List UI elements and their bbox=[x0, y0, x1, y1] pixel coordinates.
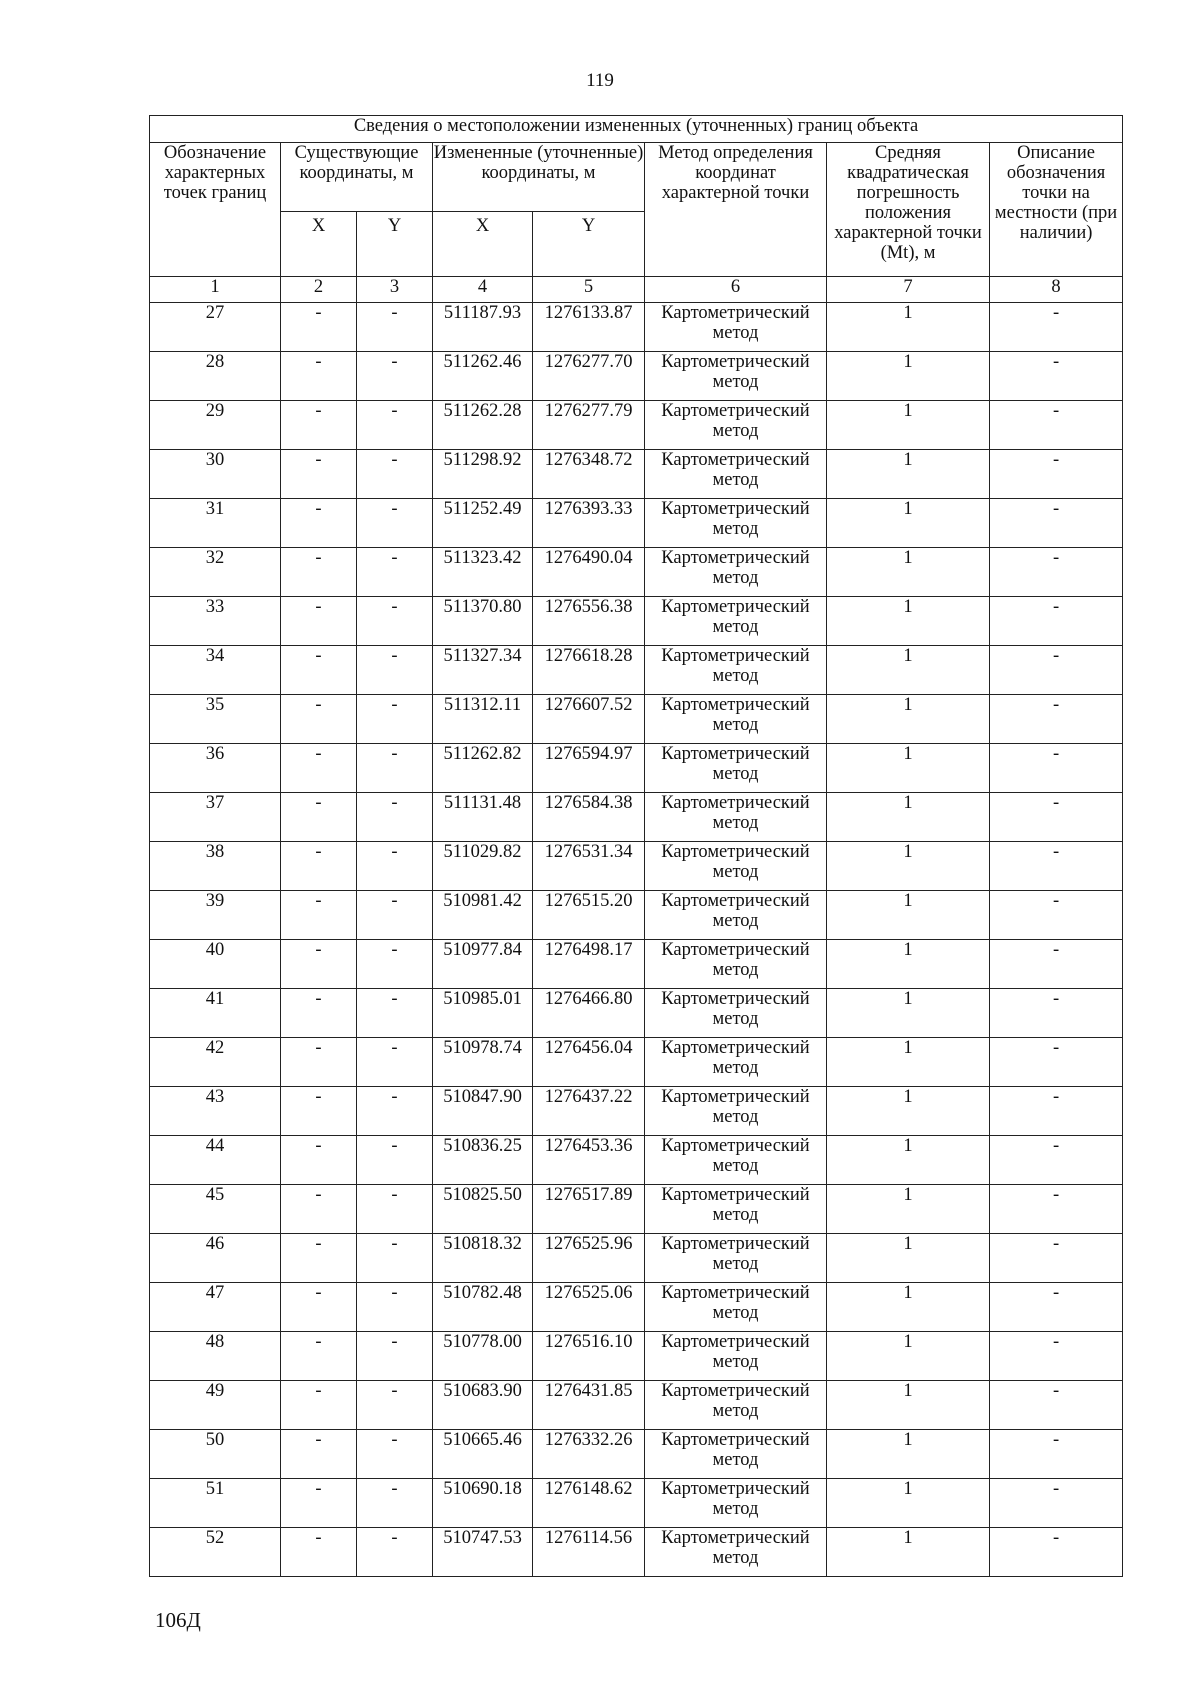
table-row bbox=[150, 401, 1123, 450]
changed-y-cell: 1276393.33 bbox=[533, 499, 645, 548]
description-cell: - bbox=[990, 1332, 1123, 1381]
description-cell: - bbox=[990, 352, 1123, 401]
changed-y-cell: 1276277.70 bbox=[533, 352, 645, 401]
accuracy-cell: 1 bbox=[827, 646, 990, 695]
existing-y-cell: - bbox=[357, 303, 433, 352]
method-cell: Картометрический метод bbox=[645, 891, 827, 940]
existing-y-cell: - bbox=[357, 499, 433, 548]
changed-y-cell: 1276456.04 bbox=[533, 1038, 645, 1087]
header-changed-y: Y bbox=[533, 212, 645, 277]
existing-y-cell: - bbox=[357, 695, 433, 744]
accuracy-cell: 1 bbox=[827, 940, 990, 989]
point-id-cell: 39 bbox=[150, 891, 281, 940]
existing-y-cell: - bbox=[357, 1381, 433, 1430]
method-cell: Картометрический метод bbox=[645, 1430, 827, 1479]
method-cell: Картометрический метод bbox=[645, 793, 827, 842]
accuracy-cell: 1 bbox=[827, 891, 990, 940]
table-row bbox=[150, 842, 1123, 891]
existing-y-cell: - bbox=[357, 744, 433, 793]
changed-y-cell: 1276607.52 bbox=[533, 695, 645, 744]
header-existing-y: Y bbox=[357, 212, 433, 277]
method-cell: Картометрический метод bbox=[645, 1332, 827, 1381]
table-row bbox=[150, 548, 1123, 597]
method-cell: Картометрический метод bbox=[645, 695, 827, 744]
changed-y-cell: 1276516.10 bbox=[533, 1332, 645, 1381]
header-designation: Обозначение характерных точек границ bbox=[150, 143, 281, 277]
existing-x-cell: - bbox=[281, 842, 357, 891]
point-id-cell: 32 bbox=[150, 548, 281, 597]
header-changed-x: X bbox=[433, 212, 533, 277]
method-cell: Картометрический метод bbox=[645, 989, 827, 1038]
existing-x-cell: - bbox=[281, 793, 357, 842]
existing-x-cell: - bbox=[281, 695, 357, 744]
point-id-cell: 45 bbox=[150, 1185, 281, 1234]
existing-x-cell: - bbox=[281, 940, 357, 989]
accuracy-cell: 1 bbox=[827, 1479, 990, 1528]
changed-x-cell: 510847.90 bbox=[433, 1087, 533, 1136]
changed-y-cell: 1276517.89 bbox=[533, 1185, 645, 1234]
changed-x-cell: 510985.01 bbox=[433, 989, 533, 1038]
changed-y-cell: 1276332.26 bbox=[533, 1430, 645, 1479]
changed-y-cell: 1276277.79 bbox=[533, 401, 645, 450]
header-existing-coords: Существующие координаты, м bbox=[281, 143, 433, 212]
accuracy-cell: 1 bbox=[827, 989, 990, 1038]
method-cell: Картометрический метод bbox=[645, 940, 827, 989]
column-number: 6 bbox=[645, 277, 827, 303]
accuracy-cell: 1 bbox=[827, 842, 990, 891]
table-row bbox=[150, 1038, 1123, 1087]
changed-x-cell: 511262.46 bbox=[433, 352, 533, 401]
column-number: 4 bbox=[433, 277, 533, 303]
table-row bbox=[150, 1087, 1123, 1136]
description-cell: - bbox=[990, 744, 1123, 793]
changed-y-cell: 1276437.22 bbox=[533, 1087, 645, 1136]
changed-x-cell: 510690.18 bbox=[433, 1479, 533, 1528]
point-id-cell: 28 bbox=[150, 352, 281, 401]
changed-x-cell: 510978.74 bbox=[433, 1038, 533, 1087]
point-id-cell: 37 bbox=[150, 793, 281, 842]
changed-y-cell: 1276148.62 bbox=[533, 1479, 645, 1528]
changed-y-cell: 1276515.20 bbox=[533, 891, 645, 940]
changed-y-cell: 1276594.97 bbox=[533, 744, 645, 793]
description-cell: - bbox=[990, 1087, 1123, 1136]
existing-y-cell: - bbox=[357, 891, 433, 940]
table-row bbox=[150, 989, 1123, 1038]
changed-x-cell: 511298.92 bbox=[433, 450, 533, 499]
table-row bbox=[150, 1136, 1123, 1185]
changed-y-cell: 1276556.38 bbox=[533, 597, 645, 646]
point-id-cell: 29 bbox=[150, 401, 281, 450]
table-row bbox=[150, 891, 1123, 940]
table-row bbox=[150, 1381, 1123, 1430]
table-row bbox=[150, 1234, 1123, 1283]
accuracy-cell: 1 bbox=[827, 401, 990, 450]
point-id-cell: 49 bbox=[150, 1381, 281, 1430]
column-number: 7 bbox=[827, 277, 990, 303]
point-id-cell: 36 bbox=[150, 744, 281, 793]
point-id-cell: 43 bbox=[150, 1087, 281, 1136]
table-row bbox=[150, 1528, 1123, 1577]
point-id-cell: 40 bbox=[150, 940, 281, 989]
method-cell: Картометрический метод bbox=[645, 548, 827, 597]
accuracy-cell: 1 bbox=[827, 1528, 990, 1577]
existing-y-cell: - bbox=[357, 1528, 433, 1577]
accuracy-cell: 1 bbox=[827, 695, 990, 744]
description-cell: - bbox=[990, 1038, 1123, 1087]
header-accuracy: Средняя квадратическая погрешность положения характерной точки (Mt), м bbox=[827, 143, 990, 277]
method-cell: Картометрический метод bbox=[645, 1185, 827, 1234]
method-cell: Картометрический метод bbox=[645, 401, 827, 450]
description-cell: - bbox=[990, 1234, 1123, 1283]
existing-x-cell: - bbox=[281, 744, 357, 793]
existing-y-cell: - bbox=[357, 1185, 433, 1234]
header-description: Описание обозначения точки на местности (при наличии) bbox=[990, 143, 1123, 277]
description-cell: - bbox=[990, 1136, 1123, 1185]
accuracy-cell: 1 bbox=[827, 1332, 990, 1381]
point-id-cell: 42 bbox=[150, 1038, 281, 1087]
existing-y-cell: - bbox=[357, 1038, 433, 1087]
description-cell: - bbox=[990, 1528, 1123, 1577]
changed-y-cell: 1276466.80 bbox=[533, 989, 645, 1038]
existing-y-cell: - bbox=[357, 1479, 433, 1528]
table-row bbox=[150, 1283, 1123, 1332]
accuracy-cell: 1 bbox=[827, 1087, 990, 1136]
changed-y-cell: 1276618.28 bbox=[533, 646, 645, 695]
footer-mark: 106Д bbox=[155, 1608, 201, 1632]
description-cell: - bbox=[990, 1479, 1123, 1528]
method-cell: Картометрический метод bbox=[645, 646, 827, 695]
column-number: 3 bbox=[357, 277, 433, 303]
table-row bbox=[150, 744, 1123, 793]
changed-x-cell: 511327.34 bbox=[433, 646, 533, 695]
column-number: 5 bbox=[533, 277, 645, 303]
description-cell: - bbox=[990, 793, 1123, 842]
table-row bbox=[150, 1479, 1123, 1528]
changed-x-cell: 511312.11 bbox=[433, 695, 533, 744]
accuracy-cell: 1 bbox=[827, 548, 990, 597]
existing-x-cell: - bbox=[281, 1185, 357, 1234]
column-number: 2 bbox=[281, 277, 357, 303]
table-row bbox=[150, 695, 1123, 744]
existing-y-cell: - bbox=[357, 793, 433, 842]
existing-y-cell: - bbox=[357, 1283, 433, 1332]
existing-y-cell: - bbox=[357, 1332, 433, 1381]
description-cell: - bbox=[990, 695, 1123, 744]
point-id-cell: 47 bbox=[150, 1283, 281, 1332]
description-cell: - bbox=[990, 303, 1123, 352]
column-number-row bbox=[150, 277, 1123, 303]
changed-y-cell: 1276525.06 bbox=[533, 1283, 645, 1332]
changed-y-cell: 1276431.85 bbox=[533, 1381, 645, 1430]
method-cell: Картометрический метод bbox=[645, 1038, 827, 1087]
method-cell: Картометрический метод bbox=[645, 597, 827, 646]
point-id-cell: 33 bbox=[150, 597, 281, 646]
point-id-cell: 35 bbox=[150, 695, 281, 744]
table-caption: Сведения о местоположении измененных (уточненных) границ объекта bbox=[150, 116, 1123, 143]
point-id-cell: 41 bbox=[150, 989, 281, 1038]
existing-x-cell: - bbox=[281, 646, 357, 695]
existing-x-cell: - bbox=[281, 891, 357, 940]
method-cell: Картометрический метод bbox=[645, 499, 827, 548]
changed-x-cell: 511370.80 bbox=[433, 597, 533, 646]
description-cell: - bbox=[990, 548, 1123, 597]
existing-x-cell: - bbox=[281, 1136, 357, 1185]
existing-x-cell: - bbox=[281, 1479, 357, 1528]
accuracy-cell: 1 bbox=[827, 499, 990, 548]
existing-y-cell: - bbox=[357, 450, 433, 499]
existing-y-cell: - bbox=[357, 352, 433, 401]
description-cell: - bbox=[990, 1185, 1123, 1234]
existing-x-cell: - bbox=[281, 1528, 357, 1577]
changed-y-cell: 1276348.72 bbox=[533, 450, 645, 499]
accuracy-cell: 1 bbox=[827, 793, 990, 842]
method-cell: Картометрический метод bbox=[645, 842, 827, 891]
existing-y-cell: - bbox=[357, 646, 433, 695]
accuracy-cell: 1 bbox=[827, 597, 990, 646]
accuracy-cell: 1 bbox=[827, 1136, 990, 1185]
method-cell: Картометрический метод bbox=[645, 1087, 827, 1136]
table-row bbox=[150, 352, 1123, 401]
accuracy-cell: 1 bbox=[827, 1430, 990, 1479]
accuracy-cell: 1 bbox=[827, 303, 990, 352]
method-cell: Картометрический метод bbox=[645, 450, 827, 499]
changed-y-cell: 1276525.96 bbox=[533, 1234, 645, 1283]
description-cell: - bbox=[990, 940, 1123, 989]
point-id-cell: 51 bbox=[150, 1479, 281, 1528]
changed-x-cell: 511323.42 bbox=[433, 548, 533, 597]
description-cell: - bbox=[990, 989, 1123, 1038]
changed-x-cell: 510683.90 bbox=[433, 1381, 533, 1430]
changed-y-cell: 1276114.56 bbox=[533, 1528, 645, 1577]
changed-x-cell: 510977.84 bbox=[433, 940, 533, 989]
description-cell: - bbox=[990, 499, 1123, 548]
existing-x-cell: - bbox=[281, 1087, 357, 1136]
point-id-cell: 30 bbox=[150, 450, 281, 499]
column-number: 8 bbox=[990, 277, 1123, 303]
description-cell: - bbox=[990, 646, 1123, 695]
existing-x-cell: - bbox=[281, 450, 357, 499]
changed-x-cell: 510747.53 bbox=[433, 1528, 533, 1577]
existing-y-cell: - bbox=[357, 1430, 433, 1479]
changed-x-cell: 511029.82 bbox=[433, 842, 533, 891]
description-cell: - bbox=[990, 891, 1123, 940]
changed-y-cell: 1276584.38 bbox=[533, 793, 645, 842]
accuracy-cell: 1 bbox=[827, 352, 990, 401]
existing-x-cell: - bbox=[281, 499, 357, 548]
description-cell: - bbox=[990, 401, 1123, 450]
changed-y-cell: 1276490.04 bbox=[533, 548, 645, 597]
changed-x-cell: 510818.32 bbox=[433, 1234, 533, 1283]
accuracy-cell: 1 bbox=[827, 1381, 990, 1430]
method-cell: Картометрический метод bbox=[645, 1528, 827, 1577]
changed-x-cell: 511252.49 bbox=[433, 499, 533, 548]
table-row bbox=[150, 450, 1123, 499]
existing-y-cell: - bbox=[357, 940, 433, 989]
existing-x-cell: - bbox=[281, 597, 357, 646]
description-cell: - bbox=[990, 1381, 1123, 1430]
method-cell: Картометрический метод bbox=[645, 1234, 827, 1283]
method-cell: Картометрический метод bbox=[645, 1479, 827, 1528]
changed-x-cell: 511262.82 bbox=[433, 744, 533, 793]
accuracy-cell: 1 bbox=[827, 450, 990, 499]
coordinates-table bbox=[149, 115, 1123, 1577]
description-cell: - bbox=[990, 450, 1123, 499]
existing-x-cell: - bbox=[281, 352, 357, 401]
table-row bbox=[150, 303, 1123, 352]
changed-x-cell: 510981.42 bbox=[433, 891, 533, 940]
method-cell: Картометрический метод bbox=[645, 1381, 827, 1430]
accuracy-cell: 1 bbox=[827, 744, 990, 793]
method-cell: Картометрический метод bbox=[645, 352, 827, 401]
description-cell: - bbox=[990, 842, 1123, 891]
column-number: 1 bbox=[150, 277, 281, 303]
existing-x-cell: - bbox=[281, 1283, 357, 1332]
header-method: Метод определения координат характерной точки bbox=[645, 143, 827, 277]
existing-x-cell: - bbox=[281, 1332, 357, 1381]
page-number: 119 bbox=[586, 70, 614, 91]
existing-x-cell: - bbox=[281, 303, 357, 352]
existing-x-cell: - bbox=[281, 1381, 357, 1430]
existing-y-cell: - bbox=[357, 401, 433, 450]
existing-y-cell: - bbox=[357, 597, 433, 646]
existing-y-cell: - bbox=[357, 989, 433, 1038]
table-row bbox=[150, 1185, 1123, 1234]
changed-x-cell: 510782.48 bbox=[433, 1283, 533, 1332]
method-cell: Картометрический метод bbox=[645, 303, 827, 352]
method-cell: Картометрический метод bbox=[645, 744, 827, 793]
table-row bbox=[150, 1332, 1123, 1381]
changed-y-cell: 1276531.34 bbox=[533, 842, 645, 891]
header-changed-coords: Измененные (уточненные) координаты, м bbox=[433, 143, 645, 212]
point-id-cell: 31 bbox=[150, 499, 281, 548]
point-id-cell: 46 bbox=[150, 1234, 281, 1283]
table-row bbox=[150, 940, 1123, 989]
point-id-cell: 27 bbox=[150, 303, 281, 352]
header-row bbox=[150, 143, 1123, 212]
point-id-cell: 52 bbox=[150, 1528, 281, 1577]
existing-x-cell: - bbox=[281, 1038, 357, 1087]
changed-x-cell: 511131.48 bbox=[433, 793, 533, 842]
changed-x-cell: 511187.93 bbox=[433, 303, 533, 352]
changed-x-cell: 510778.00 bbox=[433, 1332, 533, 1381]
table-row bbox=[150, 646, 1123, 695]
header-existing-x: X bbox=[281, 212, 357, 277]
method-cell: Картометрический метод bbox=[645, 1136, 827, 1185]
accuracy-cell: 1 bbox=[827, 1038, 990, 1087]
existing-y-cell: - bbox=[357, 1087, 433, 1136]
changed-x-cell: 510825.50 bbox=[433, 1185, 533, 1234]
existing-x-cell: - bbox=[281, 1430, 357, 1479]
table-row bbox=[150, 499, 1123, 548]
point-id-cell: 50 bbox=[150, 1430, 281, 1479]
point-id-cell: 34 bbox=[150, 646, 281, 695]
table-row bbox=[150, 793, 1123, 842]
description-cell: - bbox=[990, 597, 1123, 646]
method-cell: Картометрический метод bbox=[645, 1283, 827, 1332]
point-id-cell: 48 bbox=[150, 1332, 281, 1381]
existing-y-cell: - bbox=[357, 1234, 433, 1283]
point-id-cell: 44 bbox=[150, 1136, 281, 1185]
changed-y-cell: 1276453.36 bbox=[533, 1136, 645, 1185]
existing-y-cell: - bbox=[357, 1136, 433, 1185]
existing-x-cell: - bbox=[281, 548, 357, 597]
point-id-cell: 38 bbox=[150, 842, 281, 891]
existing-x-cell: - bbox=[281, 1234, 357, 1283]
existing-y-cell: - bbox=[357, 842, 433, 891]
table-row bbox=[150, 1430, 1123, 1479]
caption-row bbox=[150, 116, 1123, 143]
description-cell: - bbox=[990, 1283, 1123, 1332]
changed-x-cell: 510836.25 bbox=[433, 1136, 533, 1185]
existing-y-cell: - bbox=[357, 548, 433, 597]
description-cell: - bbox=[990, 1430, 1123, 1479]
existing-x-cell: - bbox=[281, 401, 357, 450]
changed-x-cell: 511262.28 bbox=[433, 401, 533, 450]
existing-x-cell: - bbox=[281, 989, 357, 1038]
changed-y-cell: 1276498.17 bbox=[533, 940, 645, 989]
accuracy-cell: 1 bbox=[827, 1283, 990, 1332]
table-row bbox=[150, 597, 1123, 646]
accuracy-cell: 1 bbox=[827, 1185, 990, 1234]
changed-y-cell: 1276133.87 bbox=[533, 303, 645, 352]
accuracy-cell: 1 bbox=[827, 1234, 990, 1283]
changed-x-cell: 510665.46 bbox=[433, 1430, 533, 1479]
